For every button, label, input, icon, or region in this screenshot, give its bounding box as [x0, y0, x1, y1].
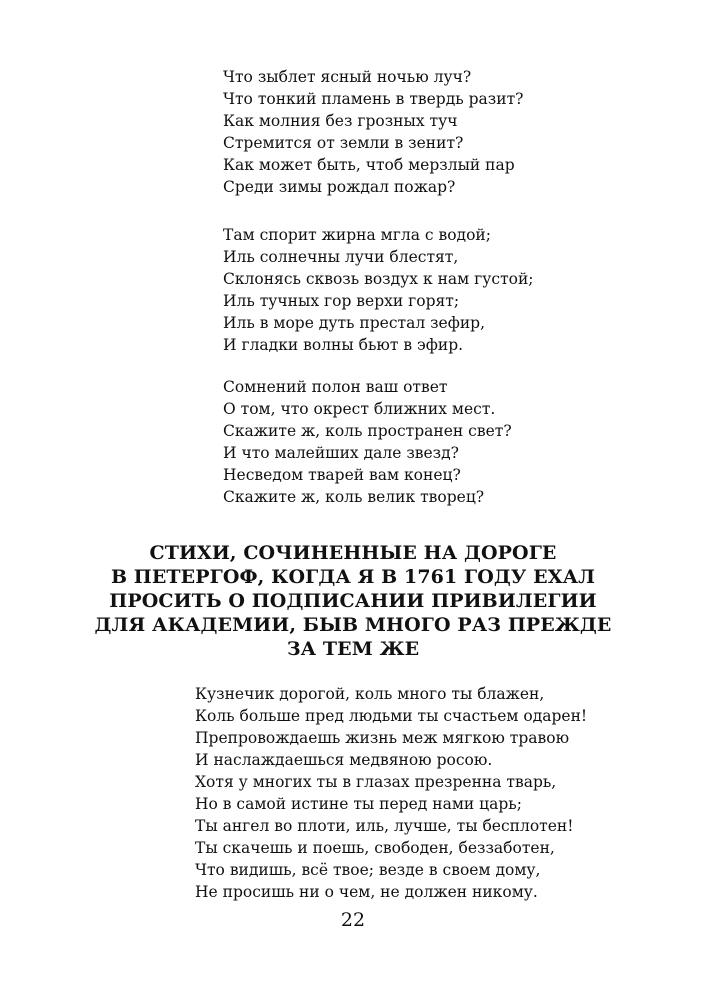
verse-line: Иль солнечны лучи блестят,: [223, 248, 459, 266]
verse-line: Что зыблет ясный ночью луч?: [223, 68, 472, 86]
poem2-body: [195, 683, 587, 903]
verse-line: Как может быть, чтоб мерзлый пар: [223, 156, 515, 174]
page-number: 22: [340, 909, 366, 931]
title-line: ПРОСИТЬ О ПОДПИСАНИИ ПРИВИЛЕГИИ: [109, 590, 597, 612]
title-line: В ПЕТЕРГОФ, КОГДА Я В 1761 ГОДУ ЕХАЛ: [110, 566, 596, 588]
verse-line: Не просишь ни о чем, не должен никому.: [195, 883, 538, 901]
verse-line: Ты ангел во плоти, иль, лучше, ты бесплотен!: [195, 817, 574, 835]
verse-line: Как молния без грозных туч: [223, 112, 458, 130]
verse-line: Но в самой истине ты перед нами царь;: [195, 795, 522, 813]
verse-line: И наслаждаешься медвяною росою.: [195, 751, 493, 769]
verse-line: Несведом тварей вам конец?: [223, 466, 461, 484]
verse-line: Хотя у многих ты в глазах презренна тварь,: [195, 773, 557, 791]
verse-line: И что малейших дале звезд?: [223, 444, 459, 462]
verse-line: Что тонкий пламень в твердь разит?: [223, 90, 524, 108]
verse-line: Стремится от земли в зенит?: [223, 134, 464, 152]
title-line: ЗА ТЕМ ЖЕ: [286, 638, 420, 660]
poem1-stanza-2: [223, 224, 534, 356]
poem-title: [0, 541, 706, 661]
verse-line: Скажите ж, коль пространен свет?: [223, 422, 512, 440]
verse-line: Сомнений полон ваш ответ: [223, 378, 448, 396]
verse-line: И гладки волны бьют в эфир.: [223, 336, 464, 354]
verse-line: Склонясь сквозь воздух к нам густой;: [223, 270, 534, 288]
verse-line: Кузнечик дорогой, коль много ты блажен,: [195, 685, 545, 703]
verse-line: Что видишь, всё твое; везде в своем дому,: [195, 861, 541, 879]
verse-line: Иль в море дуть престал зефир,: [223, 314, 486, 332]
verse-line: Коль больше пред людьми ты счастьем одарен!: [195, 707, 588, 725]
verse-line: О том, что окрест ближних мест.: [223, 400, 496, 418]
verse-line: Скажите ж, коль велик творец?: [223, 488, 485, 506]
verse-line: Препровождаешь жизнь меж мягкою травою: [195, 729, 570, 747]
poem1-stanza-3: [223, 376, 512, 508]
verse-line: Иль тучных гор верхи горят;: [223, 292, 460, 310]
title-line: ДЛЯ АКАДЕМИИ, БЫВ МНОГО РАЗ ПРЕЖДЕ: [94, 614, 612, 636]
verse-line: Ты скачешь и поешь, свободен, беззаботен,: [195, 839, 555, 857]
verse-line: Там спорит жирна мгла с водой;: [223, 226, 491, 244]
title-line: СТИХИ, СОЧИНЕННЫЕ НА ДОРОГЕ: [149, 542, 557, 564]
verse-line: Среди зимы рождал пожар?: [223, 178, 456, 196]
poem1-stanza-1: [223, 66, 523, 198]
